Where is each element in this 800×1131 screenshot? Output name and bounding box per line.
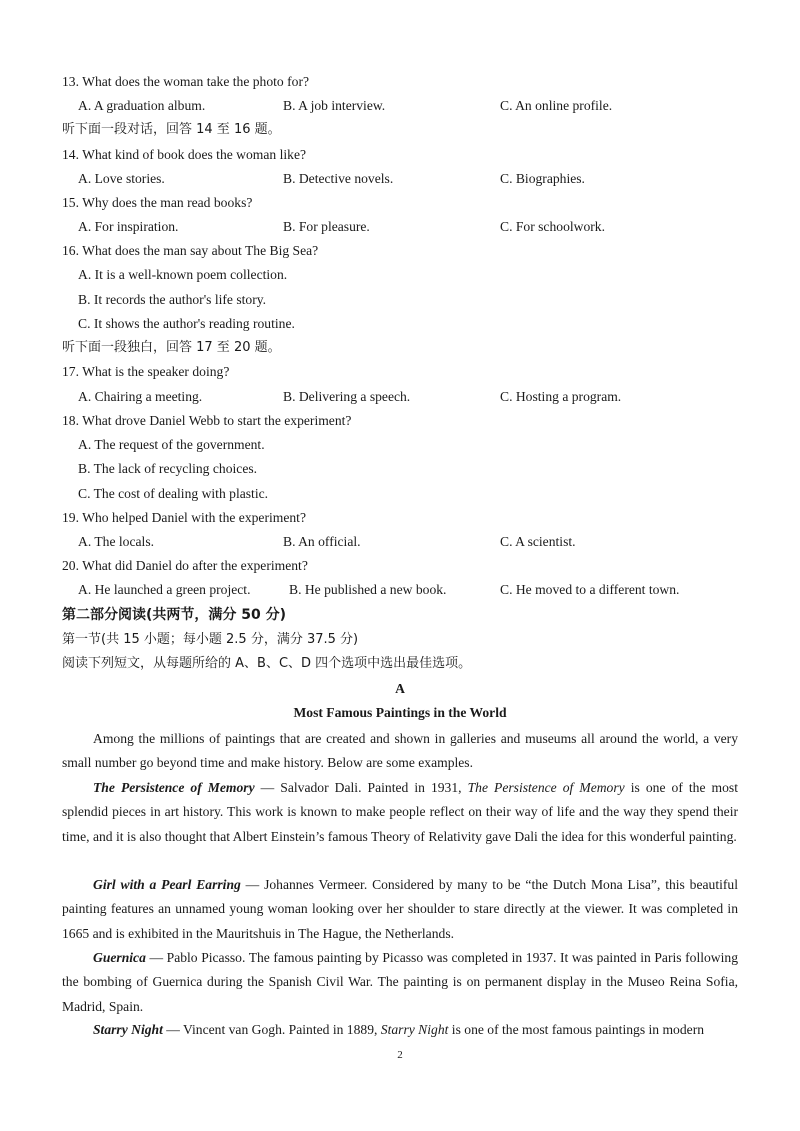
q16-option-a: A. It is a well-known poem collection. — [78, 267, 288, 282]
question-20: 20. What did Daniel do after the experiment? — [62, 558, 308, 573]
q13-option-a: A. A graduation album. — [78, 98, 206, 113]
q18-option-a: A. The request of the government. — [78, 437, 265, 452]
question-15: 15. Why does the man read books? — [62, 195, 253, 210]
passage-title: Most Famous Paintings in the World — [293, 705, 507, 720]
paragraph-persistence-of-memory: The Persistence of Memory — Salvador Dali. Painted in 1931, The Persistence of Memory is one of the most splendid pieces in art history. This work is known to make people reflect on their way of life and the way they spend their time, and it is also thought that Albert Einstein’s famous Theory of Relativity gave Dali the idea for this wonderful painting. — [62, 780, 738, 844]
paragraph-girl-with-pearl-earring: Girl with a Pearl Earring — Johannes Vermeer. Considered by many to be “the Dutch Mona Lisa”, this beautiful painting features an unnamed young woman looking over her shoulder to stare directly at the viewer. It was completed in 1665 and is exhibited in the Mauritshuis in The Hague, the Netherlands. — [62, 877, 738, 941]
section-title: 第一节(共 15 小题；每小题 2.5 分，满分 37.5 分) — [62, 632, 359, 647]
painting-name: The Persistence of Memory — [93, 780, 255, 795]
q13-option-c: C. An online profile. — [500, 98, 613, 113]
q17-option-a: A. Chairing a meeting. — [78, 389, 203, 404]
q16-option-c: C. It shows the author's reading routine. — [78, 316, 295, 331]
question-14: 14. What kind of book does the woman like? — [62, 147, 307, 162]
painting-name: Girl with a Pearl Earring — [93, 877, 241, 892]
instruction-dialogue: 听下面一段对话，回答 14 至 16 题。 — [62, 122, 281, 137]
q17-option-c: C. Hosting a program. — [500, 389, 622, 404]
question-16: 16. What does the man say about The Big Sea? — [62, 243, 319, 258]
q14-option-c: C. Biographies. — [500, 171, 585, 186]
q20-option-c: C. He moved to a different town. — [500, 582, 680, 597]
q16-option-b: B. It records the author's life story. — [78, 292, 267, 307]
paragraph-guernica: Guernica — Pablo Picasso. The famous painting by Picasso was completed in 1937. It was painted in Paris following the bombing of Guernica during the Spanish Civil War. The painting is on permanent display in the Museo Reina Sofia, Madrid, Spain. — [62, 950, 738, 1014]
part-title: 第二部分阅读(共两节，满分 50 分) — [62, 607, 287, 623]
question-13: 13. What does the woman take the photo for? — [62, 74, 310, 89]
q14-option-a: A. Love stories. — [78, 171, 165, 186]
intro-paragraph: Among the millions of paintings that are created and shown in galleries and museums all around the world, a very small number go beyond time and make history. Below are some examples. — [62, 731, 738, 771]
passage-letter: A — [395, 681, 405, 696]
painting-name: Guernica — [93, 950, 146, 965]
question-18: 18. What drove Daniel Webb to start the experiment? — [62, 413, 352, 428]
q19-option-c: C. A scientist. — [500, 534, 576, 549]
page-number: 2 — [397, 1049, 403, 1061]
q20-option-a: A. He launched a green project. — [78, 582, 251, 597]
instruction-monologue: 听下面一段独白，回答 17 至 20 题。 — [62, 340, 281, 355]
q15-option-c: C. For schoolwork. — [500, 219, 605, 234]
q15-option-b: B. For pleasure. — [283, 219, 370, 234]
painting-name: Starry Night — [93, 1022, 163, 1037]
q18-option-b: B. The lack of recycling choices. — [78, 461, 258, 476]
q18-option-c: C. The cost of dealing with plastic. — [78, 486, 269, 501]
q19-option-b: B. An official. — [283, 534, 361, 549]
q14-option-b: B. Detective novels. — [283, 171, 394, 186]
directions: 阅读下列短文，从每题所给的 A、B、C、D 四个选项中选出最佳选项。 — [62, 656, 472, 671]
q15-option-a: A. For inspiration. — [78, 219, 179, 234]
paragraph-starry-night: Starry Night — Vincent van Gogh. Painted in 1889, Starry Night is one of the most famous paintings in modern — [93, 1022, 705, 1037]
q20-option-b: B. He published a new book. — [289, 582, 447, 597]
question-19: 19. Who helped Daniel with the experiment? — [62, 510, 306, 525]
q17-option-b: B. Delivering a speech. — [283, 389, 411, 404]
question-17: 17. What is the speaker doing? — [62, 364, 230, 379]
q13-option-b: B. A job interview. — [283, 98, 386, 113]
q19-option-a: A. The locals. — [78, 534, 155, 549]
